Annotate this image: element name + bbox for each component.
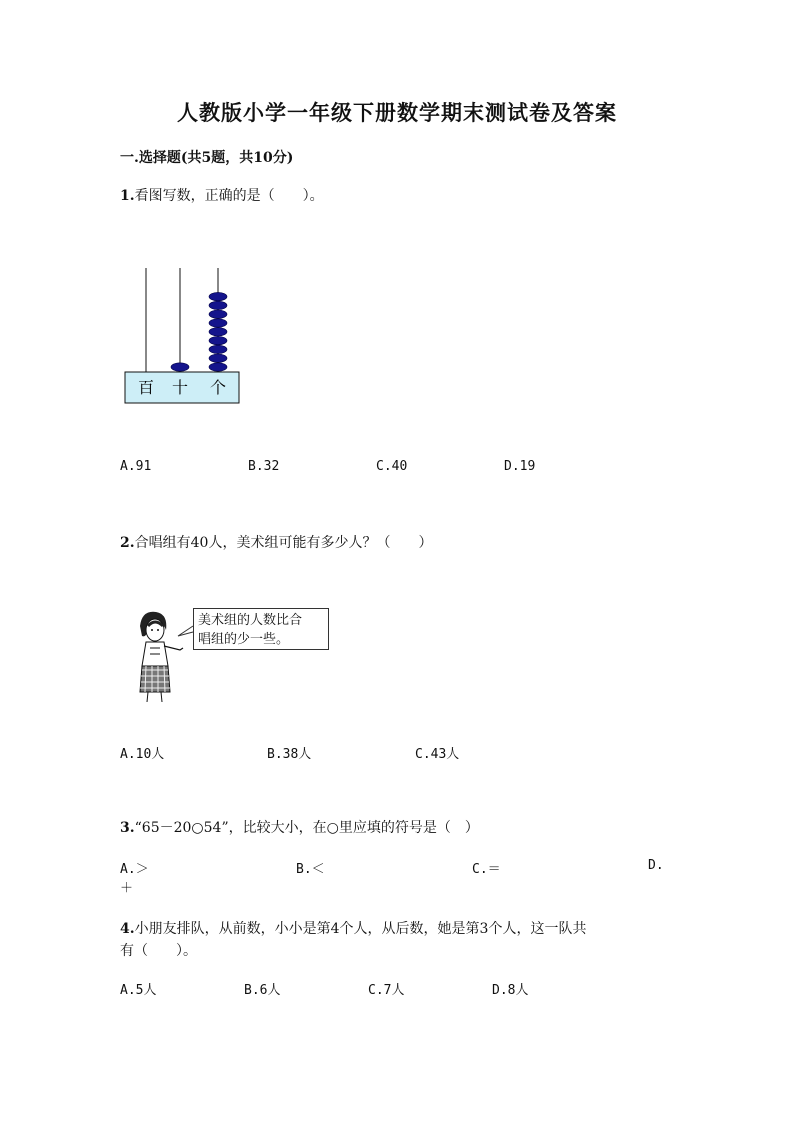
q3-option-c[interactable]: C.＝ bbox=[472, 862, 501, 877]
abacus-label-tens: 十 bbox=[171, 378, 189, 397]
abacus-label-hundreds: 百 bbox=[137, 378, 155, 397]
abacus-bead-ones bbox=[209, 363, 227, 371]
abacus-bead-ones bbox=[209, 310, 227, 318]
question-1 bbox=[120, 185, 324, 207]
question-3 bbox=[120, 817, 479, 839]
q4-option-d[interactable]: D.8人 bbox=[492, 983, 529, 998]
q1-option-b[interactable]: B.32 bbox=[248, 459, 280, 474]
speech-bubble-line-2: 唱组的少一些。 bbox=[198, 632, 290, 647]
abacus-bead-ones bbox=[209, 336, 227, 344]
abacus-bead-tens bbox=[171, 363, 189, 371]
question-text: 合唱组有40人，美术组可能有多少人？（ ） bbox=[134, 535, 433, 551]
q3-option-d-symbol[interactable]: ＋ bbox=[120, 881, 134, 896]
q1-option-c[interactable]: C.40 bbox=[376, 459, 408, 474]
page-title: 人教版小学一年级下册数学期末测试卷及答案 bbox=[177, 100, 617, 125]
abacus-bead-ones bbox=[209, 301, 227, 309]
q3-option-a[interactable]: A.＞ bbox=[120, 862, 149, 877]
question-2 bbox=[120, 532, 432, 554]
abacus-bead-ones bbox=[209, 354, 227, 362]
abacus-bead-ones bbox=[209, 292, 227, 300]
q2-option-c[interactable]: C.43人 bbox=[415, 747, 460, 762]
q2-option-a[interactable]: A.10人 bbox=[120, 747, 165, 762]
q3-option-d[interactable]: D. bbox=[648, 858, 664, 873]
q4-option-b[interactable]: B.6人 bbox=[244, 983, 281, 998]
abacus-bead-ones bbox=[209, 319, 227, 327]
abacus-bead-ones bbox=[209, 345, 227, 353]
speech-bubble bbox=[193, 608, 329, 650]
abacus-figure bbox=[120, 262, 250, 412]
question-number: 3. bbox=[120, 820, 135, 836]
question-number: 2. bbox=[120, 535, 135, 551]
abacus-bead-ones bbox=[209, 328, 227, 336]
q4-option-a[interactable]: A.5人 bbox=[120, 983, 157, 998]
q2-option-b[interactable]: B.38人 bbox=[267, 747, 312, 762]
question-4 bbox=[120, 918, 680, 962]
speech-bubble-line-1: 美术组的人数比合 bbox=[198, 613, 303, 628]
question-number: 1. bbox=[120, 188, 135, 204]
abacus-label-ones: 个 bbox=[209, 378, 227, 397]
q1-option-a[interactable]: A.91 bbox=[120, 459, 152, 474]
q1-option-d[interactable]: D.19 bbox=[504, 459, 536, 474]
question-number: 4. bbox=[120, 921, 135, 937]
question-line-2: 有（ ）。 bbox=[120, 943, 197, 959]
question-text: 小朋友排队，从前数，小小是第4个人，从后数，她是第3个人，这一队共 bbox=[134, 921, 587, 937]
q3-option-b[interactable]: B.＜ bbox=[296, 862, 325, 877]
question-text: 看图写数，正确的是（ ）。 bbox=[134, 188, 324, 204]
question-text: “65－20○54”，比较大小，在○里应填的符号是（ ） bbox=[134, 820, 479, 836]
q4-option-c[interactable]: C.7人 bbox=[368, 983, 405, 998]
question-line-1 bbox=[120, 918, 680, 940]
section-heading: 一.选择题(共5题，共10分) bbox=[120, 150, 294, 166]
